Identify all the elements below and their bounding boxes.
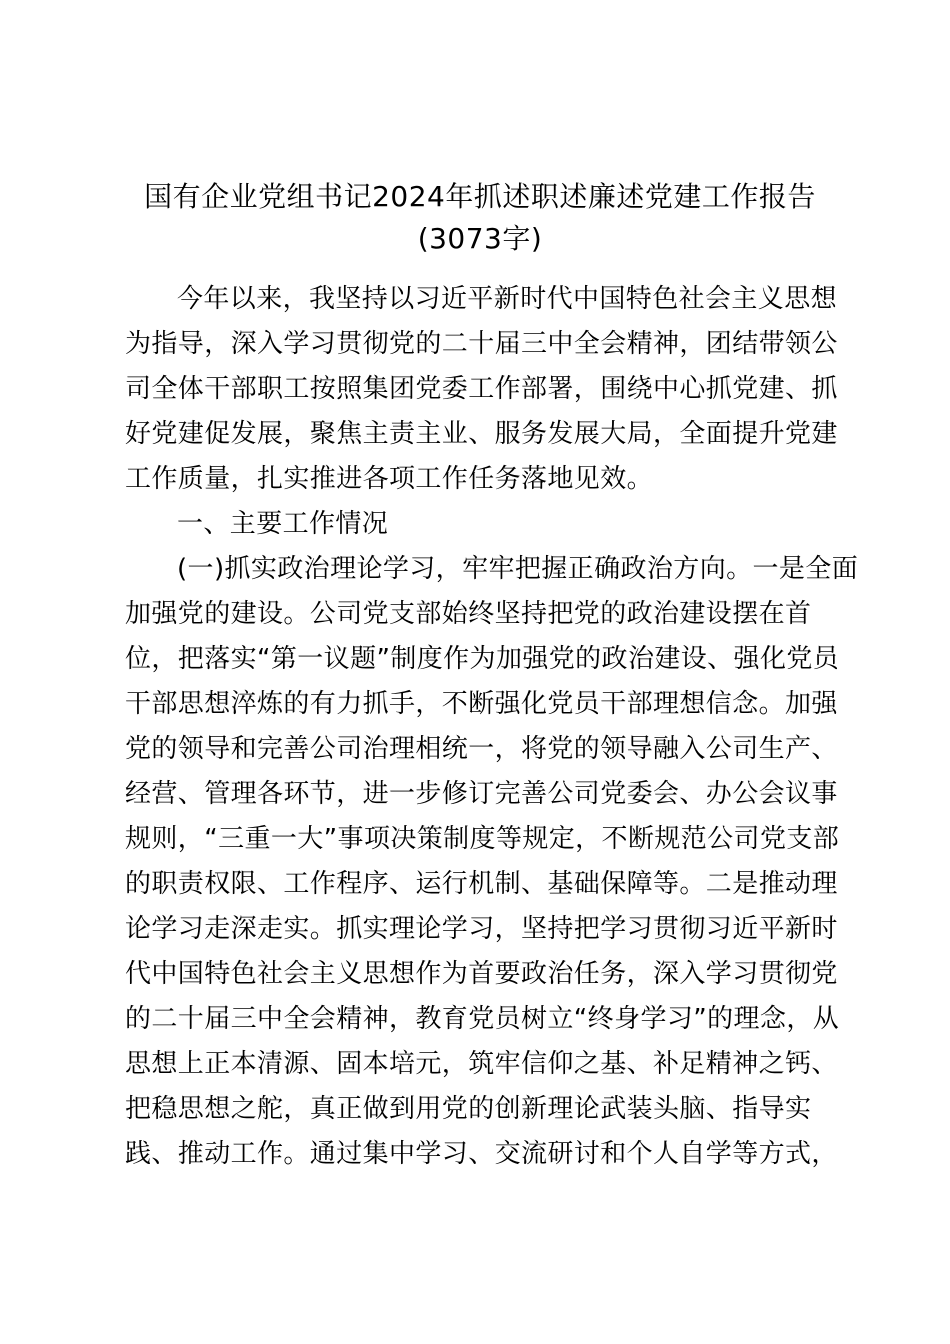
text-line: 司全体干部职工按照集团党委工作部署，围绕中心抓党建、抓	[125, 374, 838, 404]
text-line: 位，把落实“第一议题”制度作为加强党的政治建设、强化党员	[125, 644, 840, 674]
text-line: 把稳思想之舵，真正做到用党的创新理论武装头脑、指导实	[125, 1094, 812, 1124]
text-line: 践、推动工作。通过集中学习、交流研讨和个人自学等方式，	[125, 1139, 838, 1169]
text-line: 今年以来，我坚持以习近平新时代中国特色社会主义思想	[177, 284, 838, 314]
text-line: 论学习走深走实。抓实理论学习，坚持把学习贯彻习近平新时	[125, 914, 838, 944]
title-line-main: 国有企业党组书记2024年抓述职述廉述党建工作报告	[144, 180, 816, 213]
document-title	[120, 176, 840, 260]
text-line: 党的领导和完善公司治理相统一，将党的领导融入公司生产、	[125, 734, 838, 764]
title-line-wordcount: (3073字)	[417, 222, 543, 255]
section-heading: 一、主要工作情况	[177, 509, 389, 539]
text-line: 好党建促发展，聚焦主责主业、服务发展大局，全面提升党建	[125, 419, 838, 449]
text-line: 干部思想淬炼的有力抓手，不断强化党员干部理想信念。加强	[125, 689, 838, 719]
text-line: 工作质量，扎实推进各项工作任务落地见效。	[125, 464, 654, 494]
text-line: 代中国特色社会主义思想作为首要政治任务，深入学习贯彻党	[125, 959, 838, 989]
text-line: (一)抓实政治理论学习，牢牢把握正确政治方向。一是全面	[177, 554, 859, 584]
text-line: 加强党的建设。公司党支部始终坚持把党的政治建设摆在首	[125, 599, 812, 629]
text-line: 为指导，深入学习贯彻党的二十届三中全会精神，团结带领公	[125, 329, 838, 359]
text-line: 经营、管理各环节，进一步修订完善公司党委会、办公会议事	[125, 779, 838, 809]
text-line: 的职责权限、工作程序、运行机制、基础保障等。二是推动理	[125, 869, 838, 899]
text-line: 规则，“三重一大”事项决策制度等规定，不断规范公司党支部	[125, 824, 840, 854]
document-body	[125, 277, 859, 1177]
text-line: 思想上正本清源、固本培元，筑牢信仰之基、补足精神之钙、	[125, 1049, 838, 1079]
text-line: 的二十届三中全会精神，教育党员树立“终身学习”的理念，从	[125, 1004, 840, 1034]
